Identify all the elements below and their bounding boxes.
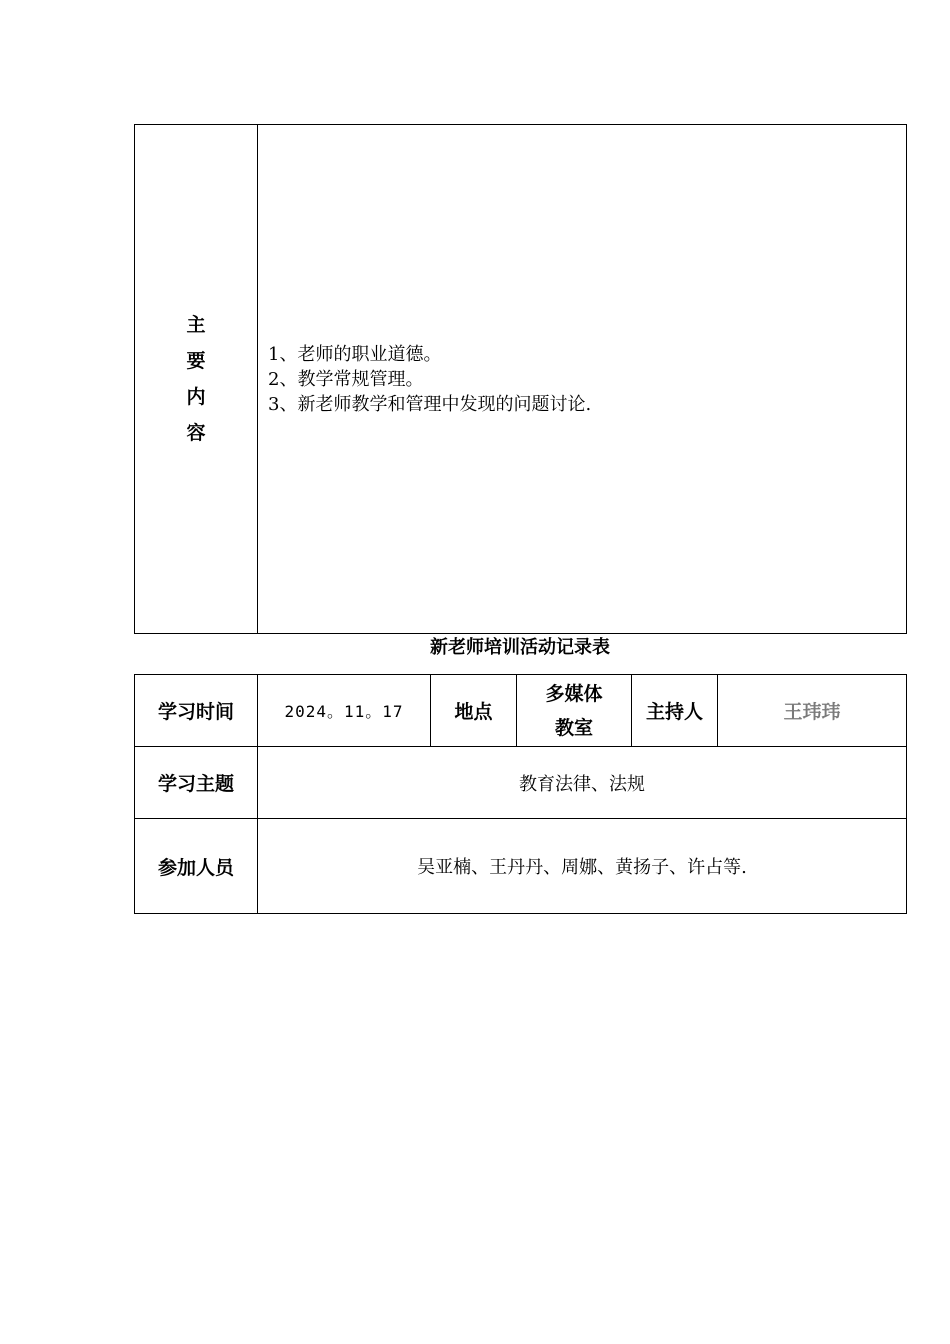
main-content-label-cell (135, 125, 258, 634)
label-char: 要 (186, 350, 206, 372)
main-content-body (258, 125, 907, 634)
place-value-line1: 多媒体 (545, 682, 603, 705)
main-content-table (134, 124, 907, 634)
topic-label: 学习主题 (135, 747, 258, 819)
label-char: 容 (186, 422, 206, 444)
place-value (517, 675, 632, 747)
record-table (134, 674, 907, 914)
host-value: 王玮玮 (718, 675, 907, 747)
participants-label: 参加人员 (135, 819, 258, 914)
label-char: 主 (186, 314, 206, 336)
participants-value: 吴亚楠、王丹丹、周娜、黄扬子、许占等. (258, 819, 907, 914)
record-row-participants (135, 819, 907, 914)
main-content-label (135, 307, 257, 451)
record-row-topic (135, 747, 907, 819)
record-table-title: 新老师培训活动记录表 (430, 637, 610, 658)
content-item-2: 2、教学常规管理。 (268, 368, 424, 390)
place-value-line2: 教室 (554, 716, 593, 739)
content-item-3: 3、新老师教学和管理中发现的问题讨论. (268, 393, 592, 415)
record-row-time (135, 675, 907, 747)
label-char: 内 (186, 386, 206, 408)
host-label: 主持人 (632, 675, 718, 747)
time-label: 学习时间 (135, 675, 258, 747)
time-value: 2024。11。17 (258, 675, 431, 747)
place-label: 地点 (431, 675, 517, 747)
content-item-1: 1、老师的职业道德。 (268, 343, 442, 365)
topic-value: 教育法律、法规 (258, 747, 907, 819)
main-content-row (135, 125, 907, 634)
